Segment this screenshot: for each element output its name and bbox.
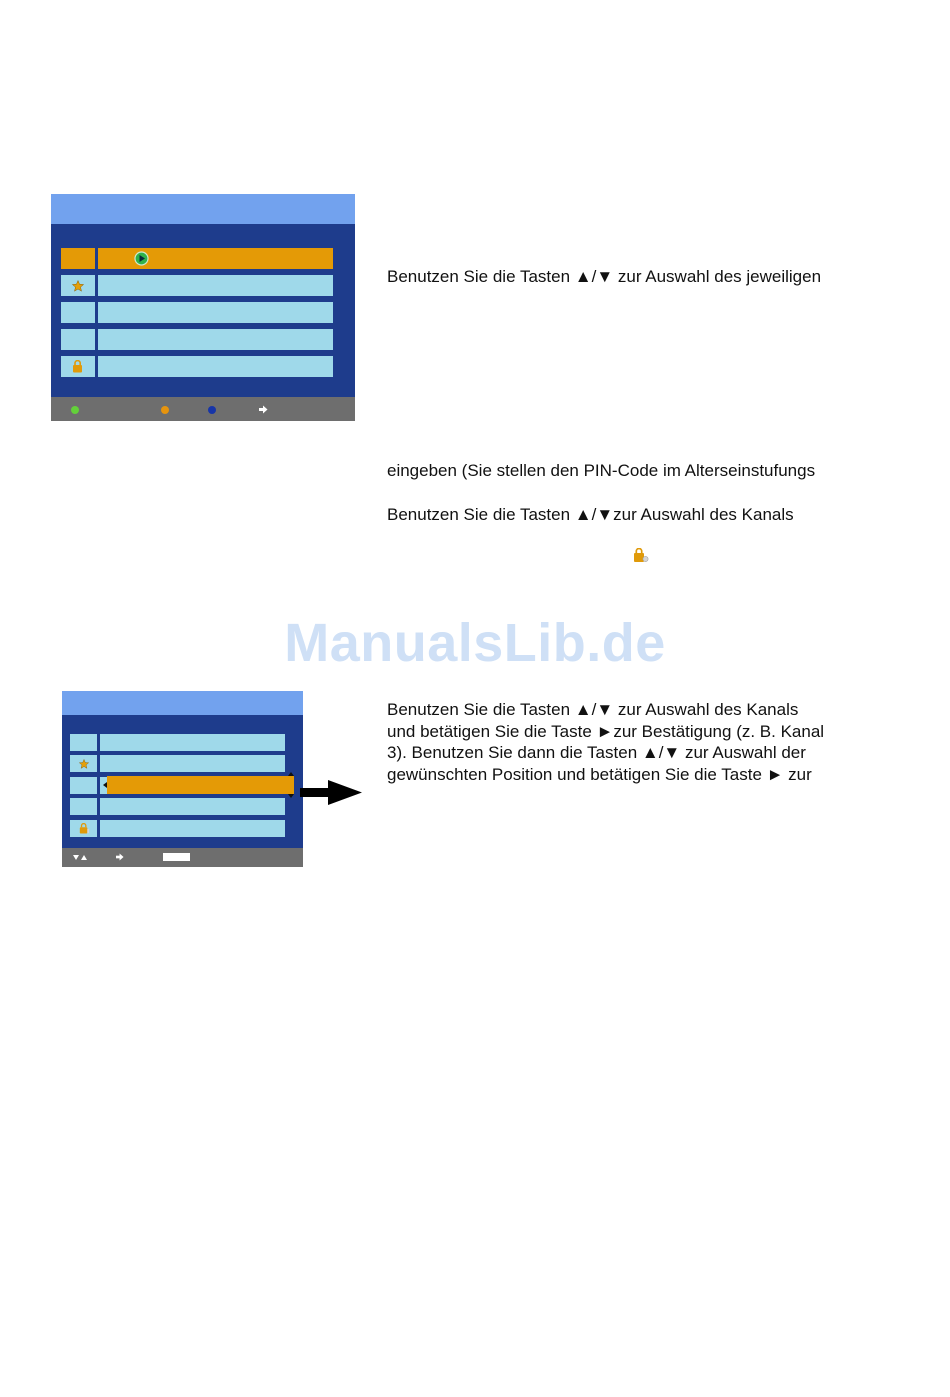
row-1-icon-cell[interactable] xyxy=(61,248,95,269)
paragraph-4-line-4: gewünschten Position und betätigen Sie die Taste ► zur xyxy=(387,764,812,784)
paragraph-4-line-3: 3). Benutzen Sie dann die Tasten ▲/▼ zur Auswahl der xyxy=(387,743,806,762)
paragraph-3-line-1: Benutzen Sie die Tasten ▲/▼zur Auswahl des Kanals xyxy=(387,505,794,524)
paragraph-4-line-1: Benutzen Sie die Tasten ▲/▼ zur Auswahl des Kanals xyxy=(387,700,799,719)
row-5-icon-cell[interactable] xyxy=(70,820,97,837)
lock-icon xyxy=(633,548,649,563)
paragraph-2 xyxy=(387,460,815,482)
down-marker-icon xyxy=(288,794,294,798)
lock-icon xyxy=(72,360,84,373)
row-2-icon-cell[interactable] xyxy=(70,755,97,772)
row-3-icon-cell[interactable] xyxy=(61,302,95,323)
right-arrow-icon xyxy=(300,779,364,806)
row-3-icon-cell[interactable] xyxy=(70,777,97,794)
row-2-channel-cell[interactable] xyxy=(98,275,333,296)
row-4-icon-cell[interactable] xyxy=(70,798,97,815)
up-down-key-icon xyxy=(72,853,88,862)
tv-screen-channel-list xyxy=(51,194,355,421)
screen-footer-bar xyxy=(62,848,303,867)
row-3-channel-cell[interactable] xyxy=(98,302,333,323)
row-5-channel-cell[interactable] xyxy=(98,356,333,377)
screen-title-bar xyxy=(62,691,303,715)
row-4-channel-cell[interactable] xyxy=(100,798,285,815)
row-4-icon-cell[interactable] xyxy=(61,329,95,350)
tv-screen-move-channel xyxy=(62,691,303,867)
play-icon xyxy=(134,251,149,266)
row-5-icon-cell[interactable] xyxy=(61,356,95,377)
left-marker-icon xyxy=(103,782,107,788)
blue-key-icon xyxy=(208,406,216,414)
row-4-channel-cell[interactable] xyxy=(98,329,333,350)
paragraph-1-line-1: Benutzen Sie die Tasten ▲/▼ zur Auswahl des jeweiligen xyxy=(387,267,822,286)
green-key-icon xyxy=(71,406,79,414)
paragraph-3 xyxy=(387,504,794,526)
row-1-channel-cell[interactable] xyxy=(100,734,285,751)
paragraph-1 xyxy=(387,266,821,288)
paragraph-4-line-2: und betätigen Sie die Taste ►zur Bestätigung (z. B. Kanal xyxy=(387,721,825,741)
watermark: ManualsLib.de xyxy=(284,613,666,673)
paragraph-4 xyxy=(387,699,824,785)
star-icon xyxy=(72,280,84,292)
row-2-icon-cell[interactable] xyxy=(61,275,95,296)
orange-key-icon xyxy=(161,406,169,414)
star-icon xyxy=(79,759,89,769)
row-5-channel-cell[interactable] xyxy=(100,820,285,837)
row-2-channel-cell[interactable] xyxy=(100,755,285,772)
moving-channel-bar[interactable] xyxy=(107,776,294,794)
exit-key-icon xyxy=(163,853,190,861)
row-1-channel-cell[interactable] xyxy=(98,248,333,269)
screen-title-bar xyxy=(51,194,355,224)
paragraph-2-line-1: eingeben (Sie stellen den PIN-Code im Alterseinstufungs xyxy=(387,461,816,480)
lock-icon xyxy=(79,823,89,834)
row-1-icon-cell[interactable] xyxy=(70,734,97,751)
right-key-icon xyxy=(116,853,124,861)
up-marker-icon xyxy=(288,772,294,776)
right-key-icon xyxy=(259,405,268,414)
screen-footer-bar xyxy=(51,397,355,421)
